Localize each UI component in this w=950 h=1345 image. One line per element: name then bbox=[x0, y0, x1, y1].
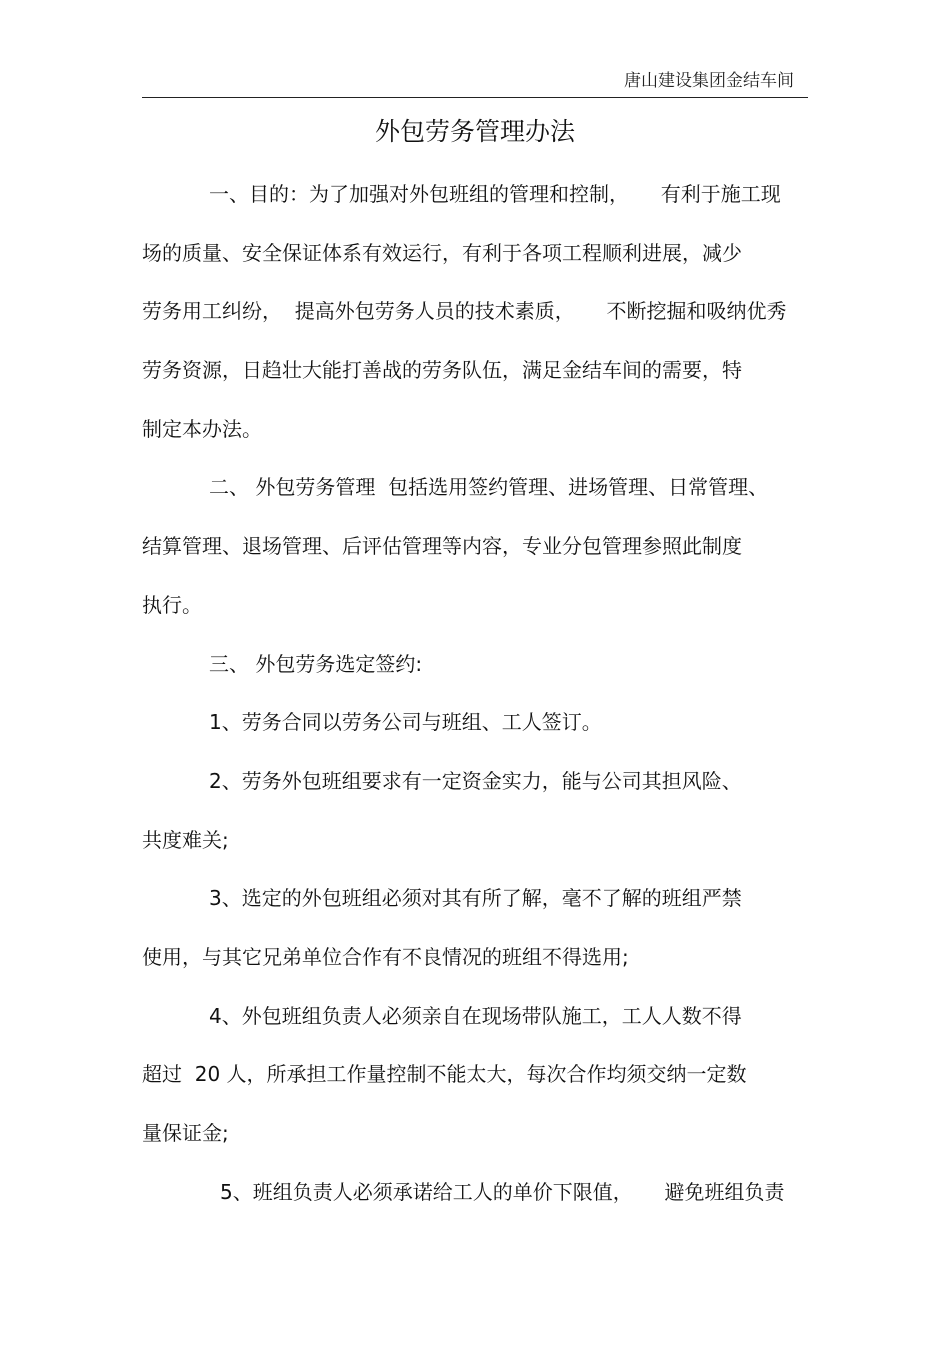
paragraph-line: 三、 外包劳务选定签约: bbox=[209, 651, 423, 676]
paragraph-line: 劳务用工纠纷， 提高外包劳务人员的技术素质， 不断挖掘和吸纳优秀 bbox=[142, 299, 787, 324]
paragraph-line: 制定本办法。 bbox=[142, 416, 262, 441]
paragraph-line: 2、劳务外包班组要求有一定资金实力，能与公司其担风险、 bbox=[209, 768, 742, 793]
document-title: 外包劳务管理办法 bbox=[374, 117, 575, 146]
paragraph-line: 4、外包班组负责人必须亲自在现场带队施工，工人人数不得 bbox=[209, 1003, 742, 1028]
paragraph-line: 共度难关; bbox=[142, 827, 229, 852]
paragraph-line: 一、目的：为了加强对外包班组的管理和控制， 有利于施工现 bbox=[209, 182, 781, 206]
paragraph-line: 二、 外包劳务管理 包括选用签约管理、进场管理、日常管理、 bbox=[209, 475, 769, 500]
paragraph-line: 结算管理、退场管理、后评估管理等内容，专业分包管理参照此制度 bbox=[142, 534, 742, 559]
paragraph-line: 量保证金; bbox=[142, 1121, 229, 1145]
page-header bbox=[142, 70, 808, 98]
document-body bbox=[142, 177, 808, 1233]
paragraph-line: 1、劳务合同以劳务公司与班组、工人签订。 bbox=[209, 710, 602, 735]
header-org-name: 唐山建设集团金结车间 bbox=[624, 71, 794, 91]
paragraph-line: 5、班组负责人必须承诺给工人的单价下限值， 避免班组负责 bbox=[220, 1179, 785, 1204]
paragraph-line: 执行。 bbox=[142, 592, 202, 617]
paragraph-line: 3、选定的外包班组必须对其有所了解，毫不了解的班组严禁 bbox=[209, 886, 742, 911]
paragraph-line: 使用，与其它兄弟单位合作有不良情况的班组不得选用; bbox=[142, 944, 629, 969]
paragraph-line: 超过 20 人，所承担工作量控制不能太大，每次合作均须交纳一定数 bbox=[142, 1062, 747, 1087]
paragraph-line: 劳务资源，日趋壮大能打善战的劳务队伍，满足金结车间的需要，特 bbox=[142, 358, 742, 383]
paragraph-line: 场的质量、安全保证体系有效运行，有利于各项工程顺利进展，减少 bbox=[142, 240, 742, 265]
